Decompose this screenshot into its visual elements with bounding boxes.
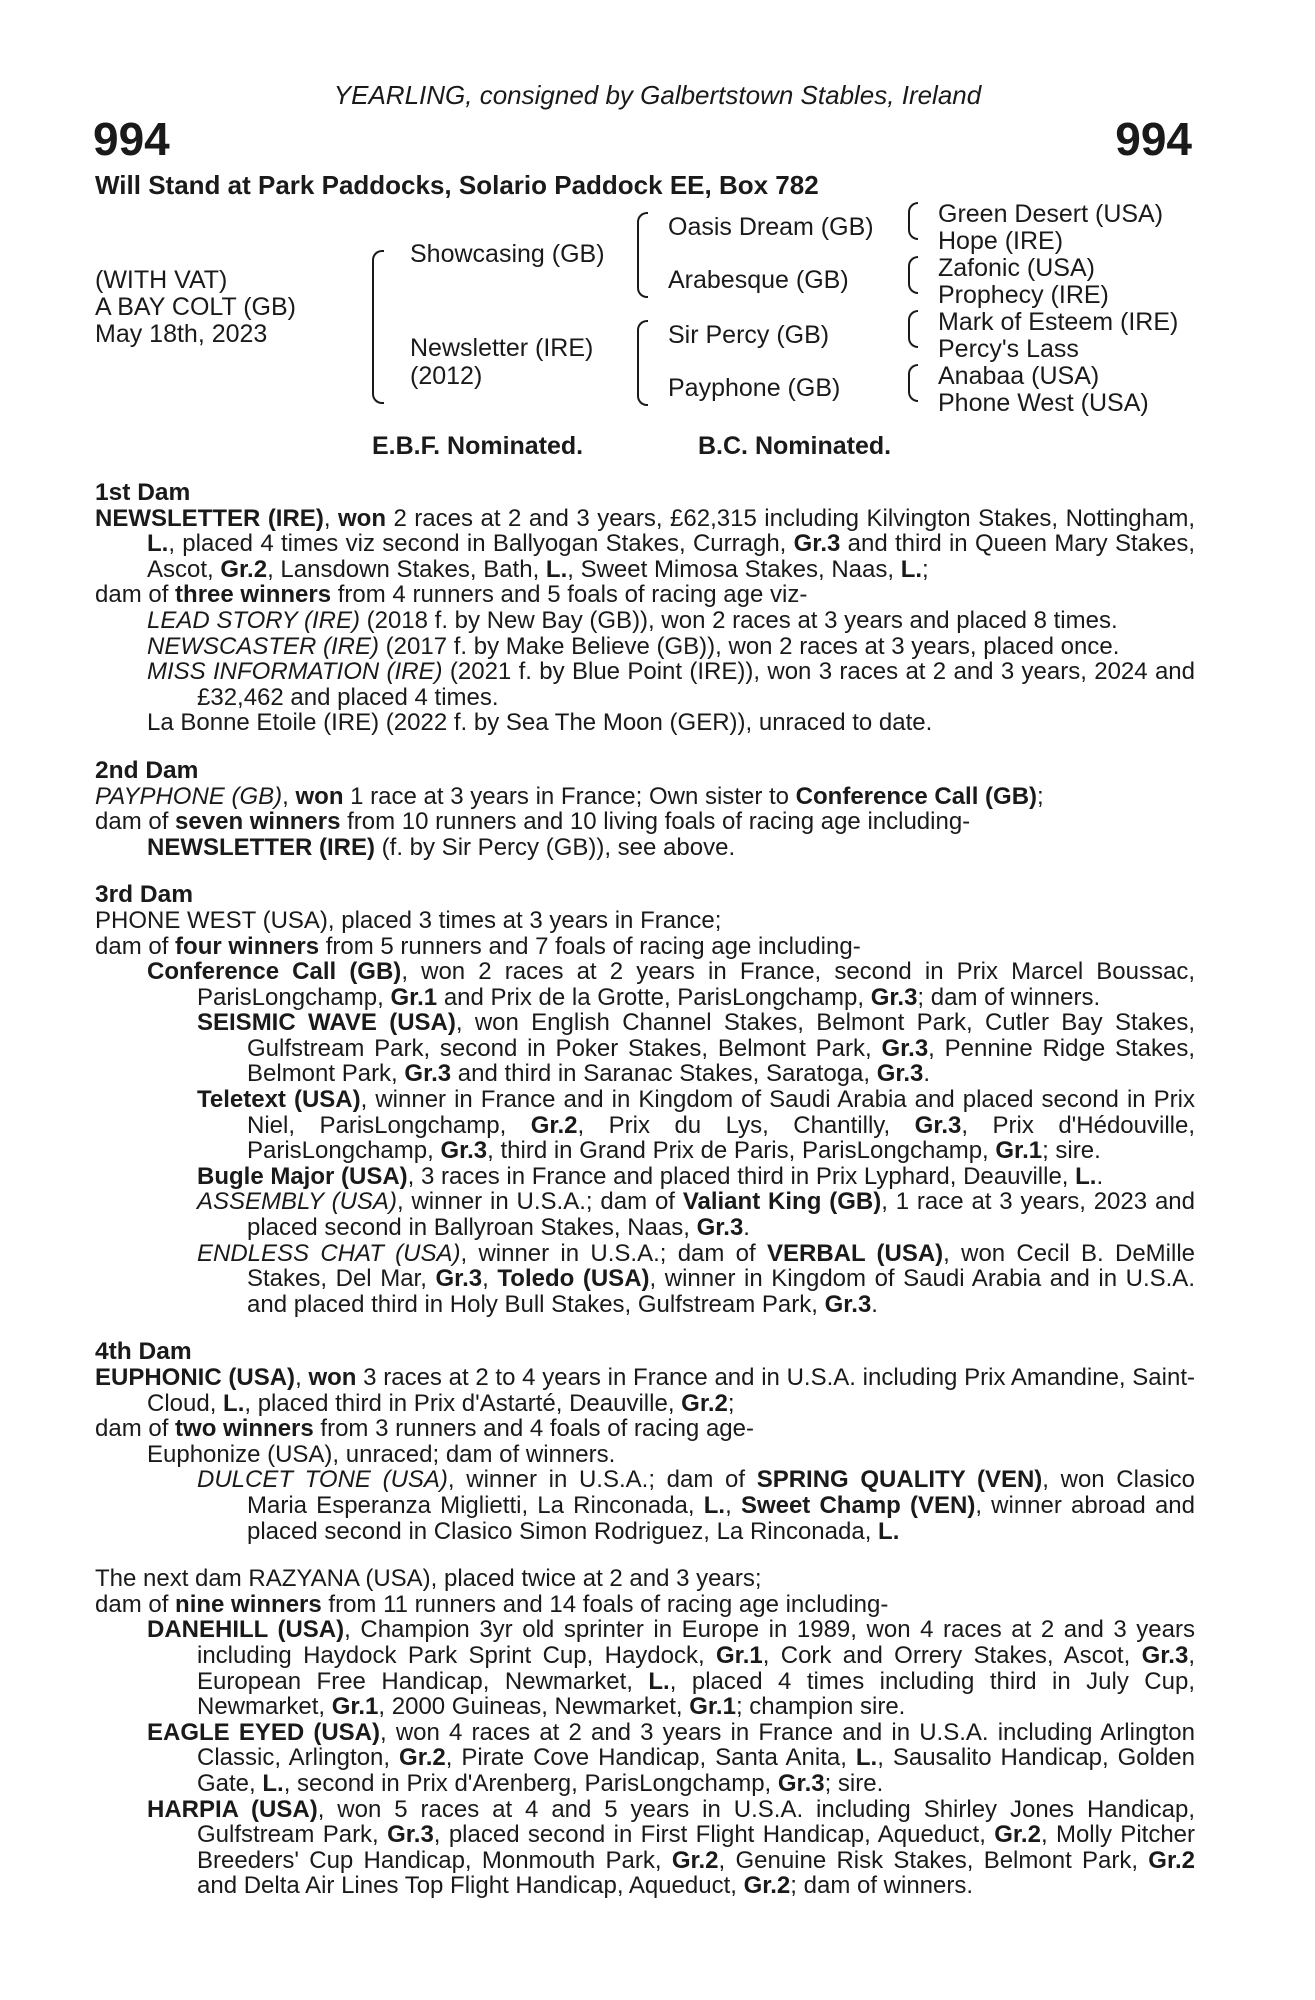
ebf-nominated: E.B.F. Nominated. — [372, 432, 584, 460]
text-fragment: ; — [1037, 782, 1044, 810]
text-fragment: , placed 4 times viz second in Ballyogan Stakes, Curragh, — [168, 530, 794, 558]
second-dam-record: PAYPHONE (GB), won 1 race at 3 years in France; Own sister to Conference Call (GB); — [95, 782, 1044, 810]
fourth-dam-heading: 4th Dam — [95, 1338, 192, 1366]
text-fragment: , placed 4 times including third in July Cup, Newmarket, — [197, 1667, 1195, 1721]
text-fragment: . — [743, 1214, 750, 1242]
text-fragment: , Cork and Orrery Stakes, Ascot, — [762, 1641, 1142, 1669]
horse-name: NEWSLETTER (IRE) — [147, 833, 375, 861]
text-fragment: , winner in U.S.A.; dam of — [396, 1188, 683, 1216]
horse-name: Teletext (USA) — [197, 1086, 361, 1114]
pedigree-dam-year: (2012) — [410, 362, 483, 390]
text-fragment: , — [725, 1491, 741, 1519]
text-fragment: , 1 race at 3 years, 2023 and placed second in Ballyroan Stakes, Naas, — [247, 1188, 1195, 1242]
grade-badge: L. — [545, 555, 568, 583]
text-fragment: . — [871, 1290, 878, 1318]
text-fragment: 2 races at 2 and 3 years, £62,315 including Kilvington Stakes, Nottingham, — [385, 504, 1195, 532]
text-fragment: dam of — [95, 932, 176, 960]
pedigree-sdd: Prophecy (IRE) — [938, 281, 1109, 309]
pedigree-ssd: Hope (IRE) — [938, 227, 1064, 255]
fourth-dam-record: EUPHONIC (USA), won 3 races at 2 to 4 years in France and in U.S.A. including Prix Amandine, Saint-Cloud, L., placed third in Prix d'Astarté, Deauville, Gr.2; — [95, 1364, 1195, 1417]
produce-entry — [95, 659, 1195, 710]
text-fragment: , won Clasico Maria Esperanza Miglietti, La Rinconada, — [247, 1466, 1196, 1519]
text-fragment: (2017 f. by Make Believe (GB)), won 2 races at 3 years, placed once. — [379, 632, 1120, 660]
grade-badge: Gr.2 — [530, 1111, 578, 1139]
grade-badge: Gr.1 — [995, 1137, 1043, 1165]
lot-number-left: 994 — [93, 113, 170, 165]
winners-count: four winners — [175, 932, 320, 960]
dam-name: EUPHONIC (USA) — [95, 1364, 296, 1391]
text-fragment: (2021 f. by Blue Point (IRE)), won 3 races at 2 and 3 years, 2024 and £32,462 and placed 4 times. — [197, 658, 1196, 711]
text-fragment: (f. by Sir Percy (GB)), see above. — [375, 833, 736, 861]
grade-badge: Gr.2 — [671, 1846, 719, 1874]
horse-name: Valiant King (GB) — [682, 1188, 882, 1216]
grade-badge: Gr.3 — [881, 1034, 929, 1062]
text-fragment: , won English Channel Stakes, Belmont Park, Cutler Bay Stakes, Gulfstream Park, second in Poker Stakes, Belmont Park, — [247, 1009, 1195, 1062]
grade-badge: L. — [147, 530, 169, 558]
horse-name: NEWSCASTER (IRE) — [147, 632, 380, 660]
text-fragment: dam of — [95, 1590, 176, 1618]
grade-badge: L. — [648, 1667, 670, 1695]
pedigree-brace-1 — [372, 250, 384, 404]
text-fragment: from 10 runners and 10 living foals of racing age including- — [340, 808, 971, 836]
fourth-dam-produce-summary — [95, 1416, 1195, 1442]
grade-badge: Gr.3 — [824, 1290, 872, 1318]
consignment-line: YEARLING, consigned by Galbertstown Stables, Ireland — [333, 80, 982, 110]
text-fragment: ; dam of winners. — [917, 983, 1101, 1011]
produce-entry — [95, 1720, 1195, 1797]
text-fragment: 3 races at 2 to 4 years in France and in U.S.A. including Prix Amandine, Saint-Cloud, — [147, 1364, 1195, 1417]
produce-entry — [95, 835, 1195, 861]
produce-entry: La Bonne Etoile (IRE) (2022 f. by Sea The Moon (GER)), unraced to date. — [147, 709, 933, 737]
grade-badge: Gr.3 — [387, 1821, 434, 1849]
grade-badge: L. — [262, 1769, 284, 1797]
grade-badge: Gr.3 — [696, 1214, 744, 1242]
horse-name: VERBAL (USA) — [766, 1239, 944, 1267]
text-fragment: , 2000 Guineas, Newmarket, — [378, 1693, 690, 1721]
grade-badge: Gr.2 — [994, 1821, 1041, 1849]
pedigree-brace-sire — [637, 212, 648, 298]
text-fragment: dam of — [95, 1415, 176, 1443]
dam-name: PAYPHONE (GB) — [95, 782, 283, 810]
next-dam-produce-summary — [95, 1592, 1195, 1618]
pedigree-sire-dam: Arabesque (GB) — [668, 266, 849, 294]
text-fragment: (2018 f. by New Bay (GB)), won 2 races at 3 years and placed 8 times. — [359, 606, 1118, 634]
produce-entry — [95, 1010, 1195, 1087]
produce-entry — [95, 1087, 1195, 1164]
dam-name: NEWSLETTER (IRE) — [95, 504, 324, 532]
text-fragment: , second in Prix d'Arenberg, ParisLongchamp, — [283, 1769, 778, 1797]
pedigree-brace-dd — [908, 364, 918, 402]
horse-name: MISS INFORMATION (IRE) — [147, 658, 443, 686]
second-dam-heading: 2nd Dam — [95, 756, 199, 784]
subject-name: A BAY COLT (GB) — [95, 293, 296, 321]
pedigree-ddd: Phone West (USA) — [938, 389, 1149, 417]
horse-name: LEAD STORY (IRE) — [147, 606, 360, 634]
lot-number-right: 994 — [1115, 113, 1192, 165]
text-fragment: , placed second in First Flight Handicap, Aqueduct, — [433, 1821, 995, 1849]
text-fragment: , Prix d'Hédouville, ParisLongchamp, — [247, 1111, 1195, 1165]
horse-name: DULCET TONE (USA) — [197, 1466, 448, 1494]
text-fragment: , Sweet Mimosa Stakes, Naas, — [567, 555, 901, 583]
pedigree-dds: Anabaa (USA) — [938, 362, 1100, 390]
text-fragment: ; — [727, 1389, 735, 1417]
produce-entry — [95, 608, 1195, 634]
text-fragment: dam of — [95, 581, 176, 609]
horse-name: EAGLE EYED (USA) — [147, 1718, 380, 1746]
text-fragment: ; champion sire. — [735, 1693, 906, 1721]
pedigree-brace-ds — [908, 310, 918, 348]
pedigree-dam-dam: Payphone (GB) — [668, 374, 841, 402]
text-fragment: , won 5 races at 4 and 5 years in U.S.A. including Shirley Jones Handicap, Gulfstream Park, — [197, 1795, 1196, 1849]
next-dam-record: The next dam RAZYANA (USA), placed twice at 2 and 3 years; — [95, 1565, 762, 1593]
grade-badge: Gr.3 — [914, 1111, 962, 1139]
text-fragment: , Sausalito Handicap, Golden Gate, — [197, 1744, 1195, 1797]
winners-count: nine winners — [175, 1590, 322, 1618]
horse-name: ASSEMBLY (USA) — [197, 1188, 397, 1216]
grade-badge: Gr.3 — [876, 1060, 924, 1088]
text-fragment: , placed third in Prix d'Astarté, Deauville, — [244, 1389, 682, 1417]
produce-entry — [95, 959, 1195, 1010]
text-fragment: ; sire. — [824, 1769, 884, 1797]
pedigree-dsd: Percy's Lass — [938, 335, 1079, 363]
produce-entry — [95, 1241, 1195, 1318]
text-fragment: , winner in France and in Kingdom of Saudi Arabia and placed second in Prix Niel, ParisLongchamp, — [247, 1086, 1196, 1139]
horse-name: ENDLESS CHAT (USA) — [197, 1239, 461, 1267]
horse-name: SEISMIC WAVE (USA) — [197, 1009, 456, 1037]
text-fragment: and third in Saranac Stakes, Saratoga, — [451, 1060, 877, 1088]
grade-badge: L. — [223, 1389, 245, 1417]
text-fragment: , Prix du Lys, Chantilly, — [577, 1111, 915, 1139]
grade-badge: L. — [1075, 1162, 1097, 1190]
text-fragment: from 11 runners and 14 foals of racing age including- — [321, 1590, 889, 1618]
text-fragment: , third in Grand Prix de Paris, ParisLongchamp, — [487, 1137, 996, 1165]
produce-entry — [95, 1467, 1195, 1544]
text-fragment: , won 4 races at 2 and 3 years in France and in U.S.A. including Arlington Classic, Arlington, — [197, 1718, 1195, 1772]
text-fragment: from 5 runners and 7 foals of racing age including- — [319, 932, 861, 960]
first-dam-produce-summary — [95, 582, 1195, 608]
pedigree-dss: Mark of Esteem (IRE) — [938, 308, 1179, 336]
grade-badge: Gr.3 — [870, 983, 918, 1011]
first-dam-heading: 1st Dam — [95, 479, 191, 506]
text-fragment: , won 2 races at 2 years in France, second in Prix Marcel Boussac, ParisLongchamp, — [197, 958, 1196, 1011]
horse-name: DANEHILL (USA) — [147, 1616, 345, 1644]
grade-badge: Gr.1 — [390, 983, 438, 1011]
text-fragment: ; — [922, 555, 929, 583]
vat-note: (WITH VAT) — [95, 266, 228, 294]
winners-count: two winners — [175, 1415, 314, 1443]
grade-badge: Gr.2 — [1148, 1846, 1195, 1874]
grade-badge: L. — [900, 555, 923, 583]
grade-badge: Gr.3 — [1141, 1641, 1189, 1669]
text-fragment: , European Free Handicap, Newmarket, — [197, 1641, 1195, 1695]
third-dam-produce-summary — [95, 934, 1195, 960]
text-fragment: and Prix de la Grotte, ParisLongchamp, — [437, 983, 871, 1011]
pedigree-brace-dam — [637, 320, 648, 406]
grade-badge: Gr.3 — [777, 1769, 825, 1797]
pedigree-brace-ss — [908, 202, 918, 240]
produce-entry — [95, 1189, 1195, 1240]
grade-badge: Gr.3 — [440, 1137, 488, 1165]
third-dam-heading: 3rd Dam — [95, 881, 194, 909]
grade-badge: L. — [855, 1744, 878, 1772]
horse-name: Conference Call (GB) — [795, 782, 1038, 810]
produce-entry — [95, 1164, 1195, 1190]
text-fragment: , 3 races in France and placed third in Prix Lyphard, Deauville, — [407, 1162, 1076, 1190]
text-fragment: , Pennine Ridge Stakes, Belmont Park, — [247, 1034, 1195, 1088]
won-label: won — [337, 504, 386, 532]
grade-badge: Gr.3 — [404, 1060, 452, 1088]
text-fragment: dam of — [95, 808, 176, 836]
horse-name: SPRING QUALITY (VEN) — [756, 1466, 1043, 1494]
text-fragment: from 3 runners and 4 foals of racing age- — [313, 1415, 754, 1443]
text-fragment: 1 race at 3 years in France; Own sister to — [343, 782, 796, 810]
subject-dob: May 18th, 2023 — [95, 320, 268, 348]
horse-name: HARPIA (USA) — [147, 1795, 318, 1823]
grade-badge: Gr.2 — [399, 1744, 446, 1772]
pedigree-sire-sire: Oasis Dream (GB) — [668, 213, 874, 241]
text-fragment: , — [482, 1265, 498, 1293]
text-fragment: , Lansdown Stakes, Bath, — [267, 555, 546, 583]
catalogue-body — [95, 480, 1195, 1899]
winners-count: three winners — [175, 581, 332, 609]
text-fragment: , Pirate Cove Handicap, Santa Anita, — [445, 1744, 856, 1772]
grade-badge: Gr.1 — [689, 1693, 736, 1721]
pedigree-sds: Zafonic (USA) — [938, 254, 1095, 282]
text-fragment: , Genuine Risk Stakes, Belmont Park, — [718, 1846, 1149, 1874]
text-fragment: from 4 runners and 5 foals of racing age viz- — [331, 581, 808, 609]
grade-badge: Gr.2 — [743, 1872, 791, 1900]
text-fragment: and third in Queen Mary Stakes, Ascot, — [147, 530, 1195, 583]
grade-badge: Gr.2 — [681, 1389, 728, 1417]
stand-location: Will Stand at Park Paddocks, Solario Paddock EE, Box 782 — [95, 170, 819, 200]
grade-badge: Gr.1 — [716, 1641, 763, 1669]
winners-count: seven winners — [175, 808, 341, 836]
produce-entry: Euphonize (USA), unraced; dam of winners. — [147, 1440, 616, 1468]
pedigree-brace-sd — [908, 256, 918, 294]
won-label: won — [295, 782, 344, 810]
first-dam-record: NEWSLETTER (IRE), won 2 races at 2 and 3 years, £62,315 including Kilvington Stakes, Nottingham, L., placed 4 times viz second in Ballyogan Stakes, Curragh, Gr.3 and third in Queen Mary Stakes, Ascot, Gr.2, Lansdown Stakes, Bath, L., Sweet Mimosa Stakes, Naas, L.; — [95, 504, 1195, 583]
text-fragment: , winner in U.S.A.; dam of — [460, 1239, 767, 1267]
horse-name: Sweet Champ (VEN) — [740, 1491, 976, 1519]
text-fragment: , Molly Pitcher Breeders' Cup Handicap, Monmouth Park, — [197, 1821, 1196, 1874]
text-fragment: , won Cecil B. DeMille Stakes, Del Mar, — [247, 1239, 1196, 1293]
text-fragment: , winner abroad and placed second in Clasico Simon Rodriguez, La Rinconada, — [247, 1491, 1195, 1545]
won-label: won — [308, 1364, 357, 1391]
text-fragment: , winner in Kingdom of Saudi Arabia and in U.S.A. and placed third in Holy Bull Stakes, Gulfstream Park, — [247, 1265, 1195, 1318]
text-fragment: ; dam of winners. — [790, 1872, 974, 1900]
grade-badge: L. — [878, 1517, 900, 1545]
text-fragment: and Delta Air Lines Top Flight Handicap, Aqueduct, — [197, 1872, 744, 1900]
produce-entry — [95, 634, 1195, 660]
produce-entry — [95, 1617, 1195, 1719]
second-dam-produce-summary — [95, 809, 1195, 835]
horse-name: Bugle Major (USA) — [197, 1162, 408, 1190]
pedigree-sss: Green Desert (USA) — [938, 200, 1164, 228]
pedigree-dam-sire: Sir Percy (GB) — [668, 321, 830, 349]
grade-badge: Gr.3 — [793, 530, 841, 558]
horse-name: Toledo (USA) — [497, 1265, 650, 1293]
grade-badge: Gr.3 — [435, 1265, 483, 1293]
text-fragment: , Champion 3yr old sprinter in Europe in 1989, won 4 races at 2 and 3 years including Haydock Park Sprint Cup, Haydock, — [197, 1616, 1195, 1669]
horse-name: Conference Call (GB) — [147, 958, 402, 986]
text-fragment: , winner in U.S.A.; dam of — [447, 1466, 757, 1494]
text-fragment: ; sire. — [1042, 1137, 1101, 1165]
pedigree-sire: Showcasing (GB) — [410, 240, 605, 268]
text-fragment: . — [923, 1060, 931, 1088]
produce-entry — [95, 1797, 1195, 1899]
grade-badge: Gr.2 — [220, 555, 268, 583]
text-fragment: . — [1096, 1162, 1104, 1190]
pedigree-dam: Newsletter (IRE) — [410, 334, 594, 362]
grade-badge: L. — [703, 1491, 726, 1519]
third-dam-record: PHONE WEST (USA), placed 3 times at 3 years in France; — [95, 906, 722, 934]
bc-nominated: B.C. Nominated. — [698, 432, 892, 460]
grade-badge: Gr.1 — [331, 1693, 379, 1721]
